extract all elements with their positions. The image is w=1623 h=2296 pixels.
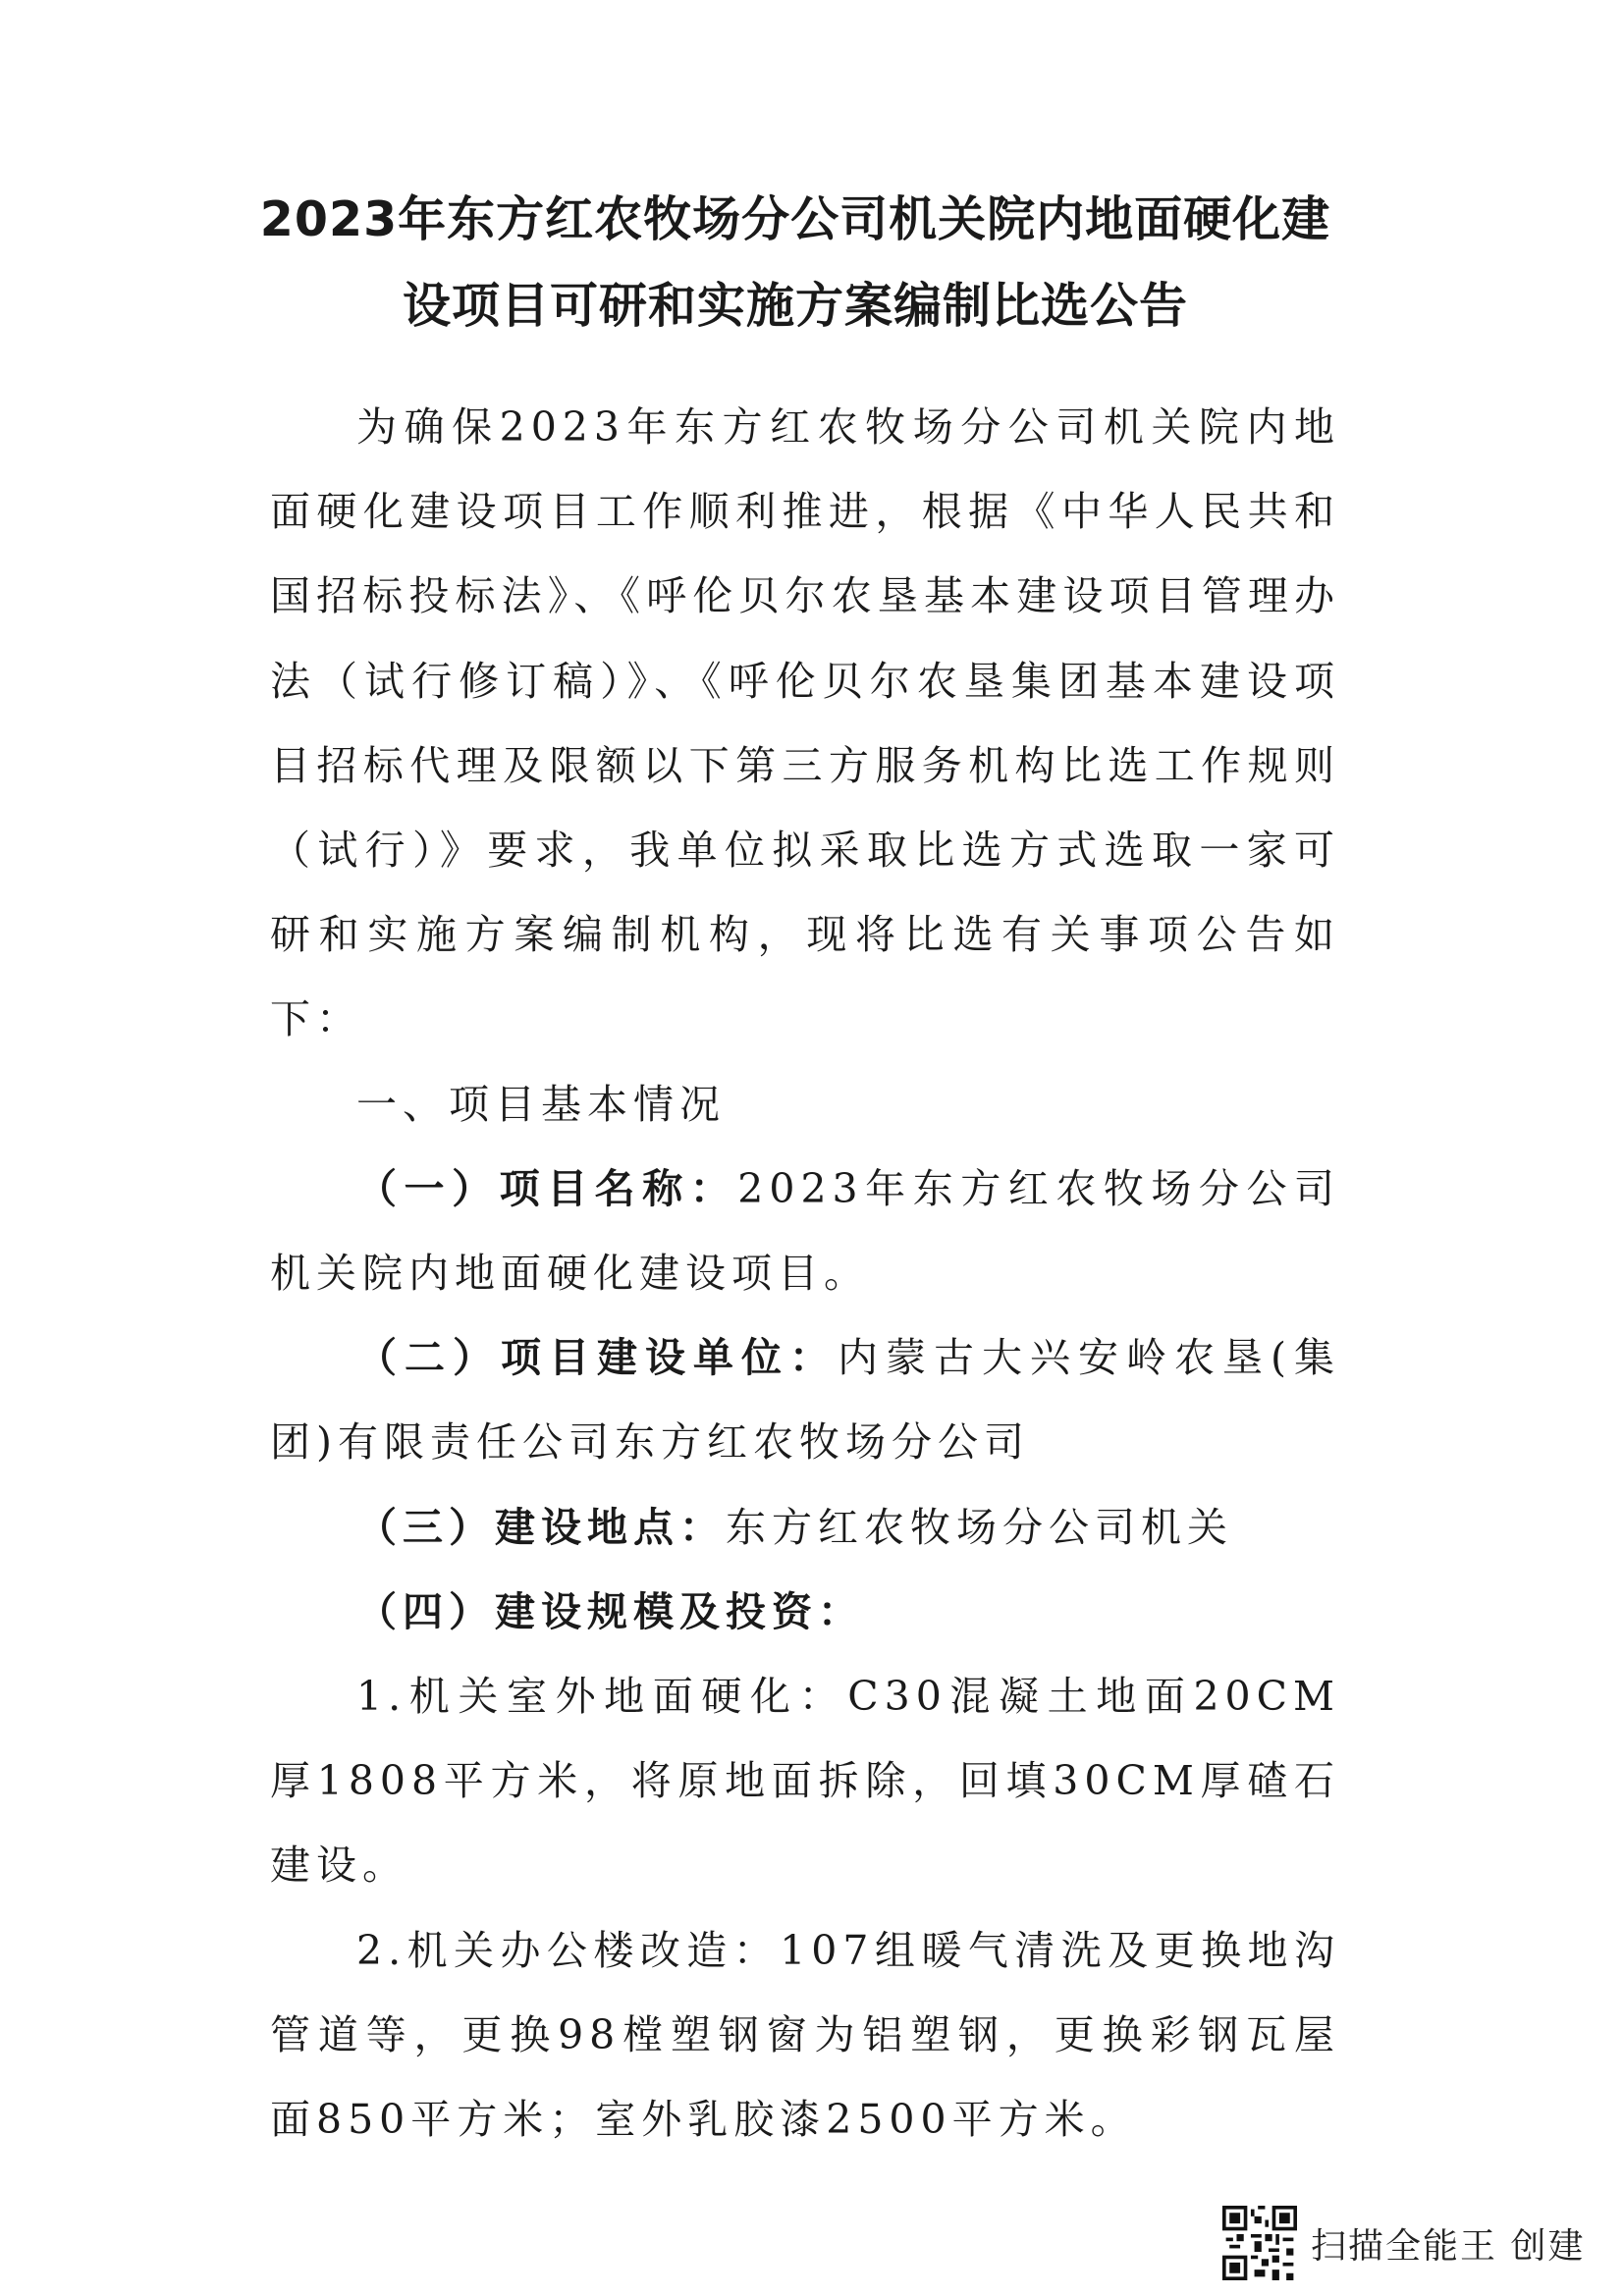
item-construction-unit-value: 内蒙古大兴安岭农垦(集团)有限责任公司东方红农牧场分公司 — [270, 1334, 1340, 1467]
scanner-watermark — [1222, 2204, 1585, 2282]
document-body — [270, 385, 1340, 2162]
qr-code-icon — [1222, 2206, 1297, 2280]
scope-item-2: 2.机关办公楼改造：107组暖气清洗及更换地沟管道等，更换98樘塑钢窗为铝塑钢，更换彩钢瓦屋面850平方米；室外乳胶漆2500平方米。 — [270, 1926, 1340, 2144]
item-project-name-label: （一）项目名称： — [356, 1164, 738, 1212]
item-scale — [270, 1570, 1340, 1654]
item-construction-unit-label: （二）项目建设单位： — [356, 1334, 838, 1382]
intro-paragraph: 为确保2023年东方红农牧场分公司机关院内地面硬化建设项目工作顺利推进，根据《中华人民共和国招标投标法》、《呼伦贝尔农垦基本建设项目管理办法（试行修订稿）》、《呼伦贝尔农垦集团基本建设项目招标代理及限额以下第三方服务机构比选工作规则（试行）》要求，我单位拟采取比选方式选取一家可研和实施方案编制机构，现将比选有关事项公告如下： — [270, 403, 1340, 1043]
item-project-name — [270, 1147, 1340, 1315]
scanner-app-credit: 扫描全能王 创建 — [1311, 2225, 1586, 2267]
item-location-value: 东方红农牧场分公司机关 — [726, 1503, 1233, 1551]
scope-item-1: 1.机关室外地面硬化：C30混凝土地面20CM厚1808平方米，将原地面拆除，回填30CM厚碴石建设。 — [270, 1673, 1340, 1890]
document-title — [245, 177, 1345, 349]
item-project-name-value: 2023年东方红农牧场分公司机关院内地面硬化建设项目。 — [270, 1164, 1341, 1298]
item-scale-label: （四）建设规模及投资： — [356, 1587, 864, 1635]
title-line-1: 2023年东方红农牧场分公司机关院内地面硬化建 — [259, 191, 1331, 247]
section-heading-basic-info: 一、项目基本情况 — [356, 1080, 726, 1128]
title-line-2: 设项目可研和实施方案编制比选公告 — [402, 278, 1188, 334]
item-location — [270, 1485, 1340, 1570]
item-construction-unit — [270, 1315, 1340, 1484]
item-location-label: （三）建设地点： — [356, 1503, 726, 1551]
